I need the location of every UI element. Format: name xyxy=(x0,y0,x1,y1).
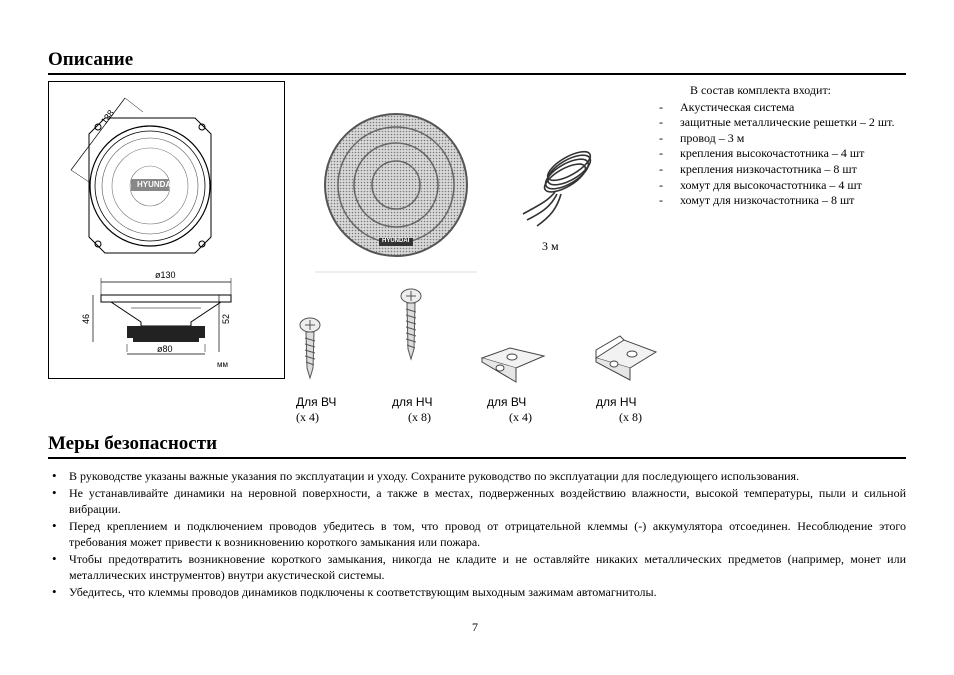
kit-item: - крепления низкочастотника – 8 шт xyxy=(657,162,907,178)
description-rule xyxy=(48,73,906,75)
dim-diagonal: 138 xyxy=(98,107,117,127)
dim-diameter: ø130 xyxy=(155,270,176,280)
grille-brand: HYUNDAI xyxy=(382,238,410,244)
description-heading: Описание xyxy=(48,49,134,70)
safety-item: • Перед креплением и подключением проводов убедитесь в том, что провод от отрицательной клеммы (-) аккумулятора отсоединен. Несоблюдение этого требования может привести к возникновению короткого замыкания или пожара. xyxy=(48,518,906,550)
kit-item: - Акустическая система xyxy=(657,100,907,116)
safety-list xyxy=(48,468,906,601)
tweeter-screw-image xyxy=(298,318,322,380)
kit-item: - провод – 3 м xyxy=(657,131,907,147)
fastener-qty-tweeter-screw: (х 4) xyxy=(296,410,319,424)
dim-height: 46 xyxy=(81,313,92,325)
page-number: 7 xyxy=(472,620,478,634)
kit-list xyxy=(657,100,907,209)
safety-item: • Убедитесь, что клеммы проводов динамиков подключены к соответствующим выходным зажимам автомагнитолы. xyxy=(48,584,906,600)
fastener-qty-woofer-clamp: (х 8) xyxy=(619,410,642,424)
kit-item: - крепления высокочастотника – 4 шт xyxy=(657,146,907,162)
grille-image xyxy=(315,100,477,272)
fastener-label-tweeter-screw: Для ВЧ xyxy=(296,395,337,409)
fastener-qty-tweeter-clamp: (х 4) xyxy=(509,410,532,424)
safety-rule xyxy=(48,457,906,459)
kit-title: В состав комплекта входит: xyxy=(690,83,832,97)
fastener-label-woofer-clamp: для НЧ xyxy=(596,395,637,409)
unit-label: мм xyxy=(217,360,228,369)
grille-svg xyxy=(315,100,477,272)
safety-heading: Меры безопасности xyxy=(48,433,218,454)
woofer-clamp-image xyxy=(590,332,660,382)
safety-item: • В руководстве указаны важные указания по эксплуатации и уходу. Сохраните руководство по эксплуатации для последующего использования. xyxy=(48,468,906,484)
woofer-screw-image xyxy=(398,289,424,361)
fastener-qty-woofer-screw: (х 8) xyxy=(408,410,431,424)
speaker-drawing-svg xyxy=(49,82,286,380)
dim-depth: 52 xyxy=(221,313,232,325)
cable-length-label: 3 м xyxy=(542,239,559,253)
kit-item: - защитные металлические решетки – 2 шт. xyxy=(657,115,907,131)
speaker-brand: HYUNDAI xyxy=(137,180,174,189)
safety-item: • Не устанавливайте динамики на неровной поверхности, а также в местах, подверженных воздействию влажности, высокой температуры, пыли и сильной вибрации. xyxy=(48,485,906,517)
dim-magnet: ø80 xyxy=(157,344,173,354)
fastener-label-tweeter-clamp: для ВЧ xyxy=(487,395,527,409)
kit-contents xyxy=(657,83,907,209)
cable-coil-image xyxy=(517,140,597,228)
fastener-label-woofer-screw: для НЧ xyxy=(392,395,433,409)
speaker-drawing xyxy=(48,81,285,379)
safety-item: • Чтобы предотвратить возникновение короткого замыкания, никогда не кладите и не оставляйте никаких металлических предметов (например, монет или металлических инструментов) внутри акустической системы. xyxy=(48,551,906,583)
kit-item: - хомут для низкочастотника – 8 шт xyxy=(657,193,907,209)
kit-item: - хомут для высокочастотника – 4 шт xyxy=(657,178,907,194)
tweeter-clamp-image xyxy=(480,340,546,384)
